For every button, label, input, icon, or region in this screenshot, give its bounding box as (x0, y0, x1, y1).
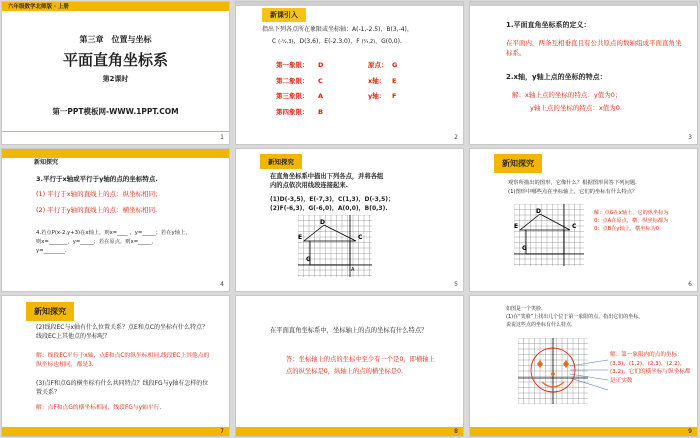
row-value-right: E (392, 76, 397, 85)
svg-text:D: D (536, 208, 541, 215)
slide-thumb-6[interactable] (469, 148, 698, 292)
slide-number: 9 (688, 428, 692, 435)
section-header: 新知探究 (260, 154, 302, 169)
answer-row (276, 58, 397, 74)
site-label: 第一PPT模板网-WWW.1PPT.COM (52, 107, 179, 116)
svg-text:G: G (522, 245, 527, 252)
section-header: 新知探究 (494, 154, 542, 173)
row-label-right (368, 105, 392, 121)
slide-thumb-8[interactable] (235, 295, 464, 437)
book-label: 六年级数学北师版 · 上册 (8, 4, 69, 10)
row-value-right: G (392, 61, 398, 69)
answer-text: 解：第一象限内的点的坐标：(3,3)，(1,2)，(2,3)，(2,2)，(3,2)，它们的横坐标与纵坐标都是正实数 (610, 352, 691, 384)
slide-thumb-5[interactable] (235, 148, 464, 292)
svg-text:C: C (358, 234, 363, 241)
row-value: B (318, 107, 323, 116)
answer-3: 解：点F和点G的横坐标相同，线段FG与y轴平行. (36, 405, 162, 411)
section-header: 新知探究 (34, 159, 59, 166)
answer-2: 解：线段EC平行于x轴，点E和点C的纵坐标相同,线段EC上其他点的纵坐标也相同，都是3. (36, 353, 210, 368)
exercise-line-3: y=________. (36, 248, 67, 254)
slide-number: 2 (454, 134, 458, 141)
svg-text:E: E (298, 234, 303, 241)
answer-text: 解：点G在x轴上，它的纵坐标为0；点A在原点，横、纵坐标都为0；点B在y轴上，横坐标为0. (594, 210, 669, 233)
answer-2: (2) 平行于y轴的直线上的点：横坐标相同. (36, 206, 158, 214)
question-line-2: 内的点依次用线段连接起来. (270, 182, 348, 189)
coordinate-grid (298, 215, 372, 277)
row-label: 第四象限： (276, 107, 309, 116)
feature-heading: 2.x轴，y轴上点的坐标的特点： (506, 73, 607, 81)
question-line-1: 指出下列各点所在象限或坐标轴：A(-1,-2.5)，B(3,-4)， (262, 26, 413, 33)
svg-text:D: D (320, 219, 325, 226)
slide-thumb-4[interactable] (1, 148, 230, 292)
question-line-1: 在直角坐标系中描出下列各点，并将各组 (270, 173, 384, 180)
row-label-right: 原点： (368, 61, 388, 69)
slide-number: 1 (220, 134, 224, 141)
question-line-1: (1)在“笑脸”上找出几个位于第一象限的点，指出它们的坐标， (506, 314, 644, 320)
question-line-2: C (-¹⁄₂,3)，D(3,6)，E(-2.3,0)，F (²⁄₃,2)，G(0,0). (272, 38, 402, 45)
points-1: (1)D(-3,5)，E(-7,3)，C(1,3)，D(-3,5)； (270, 196, 395, 203)
answer: 答：坐标轴上的点的坐标中至少有一个是0，即横轴上点的纵坐标是0，纵轴上的点的横坐标是0. (286, 356, 435, 375)
slide-title: 平面直角坐标系 (62, 51, 168, 69)
answer-x-axis: 解：x轴上点的坐标的特点：y值为0； (512, 91, 622, 99)
answer-row (276, 89, 397, 105)
coordinate-grid (514, 204, 584, 266)
row-value: C (318, 76, 323, 85)
slide-thumb-3[interactable] (469, 1, 698, 145)
row-label-right: y轴： (368, 92, 386, 101)
definition-heading: 1.平面直角坐标系的定义： (506, 21, 591, 29)
answer-row (276, 74, 397, 90)
slide-number: 8 (454, 428, 458, 435)
svg-text:G: G (306, 256, 311, 263)
row-label-right: x轴： (368, 76, 386, 85)
slide-thumb-9[interactable] (469, 295, 698, 437)
slide-number: 7 (220, 428, 224, 435)
slide-thumb-1[interactable] (1, 1, 230, 145)
exercise-line-2: 则x=_______，y=_____；若在原点，则x=_____， (36, 239, 157, 245)
slide-number: 6 (688, 281, 692, 288)
question-line-2: 说说这些点的坐标有什么特点. (506, 322, 573, 328)
slide-thumb-7[interactable] (1, 295, 230, 437)
slide-number: 4 (220, 281, 224, 288)
question: 在平面直角坐标系中，坐标轴上的点的坐标有什么特点？ (270, 327, 428, 334)
lesson-label: 第2课时 (102, 75, 129, 83)
question-2: (2)线段EC与x轴有什么位置关系？点E和点C的坐标有什么特点？线段EC上其他点的坐标呢？ (36, 324, 209, 341)
intro-line: 如图是一个笑脸. (506, 306, 543, 312)
row-value: D (318, 61, 324, 69)
row-value-right: F (392, 92, 397, 101)
section-header: 新知探究 (26, 302, 74, 321)
slide-number: 5 (454, 281, 458, 288)
row-value: A (318, 92, 324, 101)
question-3: (3)点F和点G的横坐标有什么共同特点？线段FG与y轴有怎样的位置关系？ (36, 380, 209, 397)
points-2: (2)F(-6,3)，G(-6,0)，A(0,0)，B(0,3). (270, 205, 388, 212)
answer-1: (1) 平行于x轴的直线上的点：纵坐标相同； (36, 190, 162, 198)
answer-y-axis: y轴上点的坐标的特点：x值为0. (530, 104, 622, 112)
row-label: 第一象限： (276, 61, 309, 69)
definition-text: 在平面内，两条互相垂直且有公共原点的数轴组成平面直角坐标系。 (506, 39, 682, 58)
row-label: 第二象限： (276, 76, 309, 85)
slide-number: 3 (688, 134, 692, 141)
question-line-2: (1)图形中哪些点在坐标轴上，它们的坐标有什么特点？ (508, 189, 638, 195)
svg-text:E: E (514, 223, 519, 230)
answer-rows (276, 58, 397, 120)
connector-lines (570, 356, 610, 406)
row-label: 第三象限： (276, 92, 309, 101)
svg-text:C: C (572, 223, 577, 230)
chapter-title: 第三章 位置与坐标 (79, 35, 152, 44)
answer-row (276, 105, 397, 121)
section-header: 新课引入 (262, 8, 306, 22)
question: 3.平行于x轴或平行于y轴的点的坐标特点. (36, 175, 158, 183)
svg-text:A: A (351, 267, 355, 273)
question-line-1: 观察所描出的图形，它像什么？根据图形回答下列问题. (508, 180, 637, 186)
exercise-line-1: 4.若点P(x-2,y+3)在x轴上，则x=____ ，y=_____；若在y轴上， (36, 230, 191, 236)
slide-thumb-2[interactable] (235, 1, 464, 145)
